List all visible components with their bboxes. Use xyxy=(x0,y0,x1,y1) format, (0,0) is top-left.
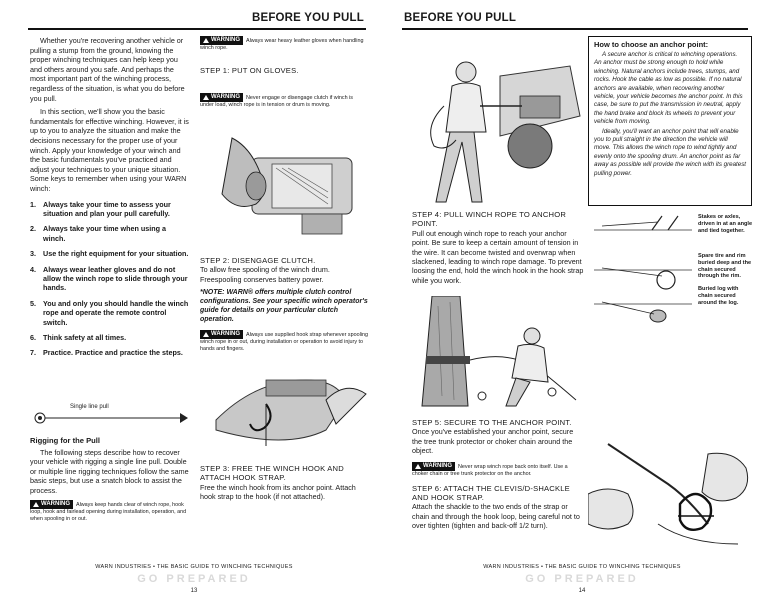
rigging-title: Rigging for the Pull xyxy=(30,436,101,445)
warning-wrap: WARNING Never wrap winch rope back onto itself. Use a choker chain or tree trunk protector on the anchor. xyxy=(412,462,568,477)
warning-badge: WARNING xyxy=(412,462,455,471)
list-item: 2. Always take your time when using a winch. xyxy=(30,224,167,243)
man-pulling-rope-illustration xyxy=(410,36,586,212)
intro-paragraph-1: Whether you're recovering another vehicle or pulling a stump from the ground, knowing the proper winching techniques can help keep you and others around you safe. And perhaps the most important part of the winching process, regardless of the situation, is what you do before you pull. xyxy=(30,36,185,103)
warning-hook-strap: WARNING Always use supplied hook strap whenever spooling winch rope in or out, during installation or operation to avoid injury to hands and fingers. xyxy=(200,331,368,353)
warning-clutch: WARNING Never engage or disengage clutch if winch is under load, winch rope is in tension or drum is moving. xyxy=(200,94,353,109)
step-3-text: Free the winch hook from its anchor point. Attach hook strap to the hook (if not attached). xyxy=(200,482,356,502)
hook-strap-illustration xyxy=(206,360,370,460)
page-header-title: BEFORE YOU PULL xyxy=(404,12,517,24)
step-3-heading: STEP 3: FREE THE WINCH HOOK AND ATTACH HOOK STRAP. xyxy=(200,464,344,483)
anchor-caption-spare-tire: Spare tire and rim buried deep and the chain secured through the rim. xyxy=(698,253,752,280)
step-3-section xyxy=(200,464,370,502)
keys-list xyxy=(30,200,190,358)
intro-paragraph-2: In this section, we'll show you the basic fundamentals for effective winching. However, it is up to you to analyze the situation and make the decisions necessary for the proper use of your winch. Apply your knowledge of your winch and the basic fundamentals you've practiced and adjust your techniques to your unique situation. Some keys to remember when using your WARN winch: xyxy=(30,107,189,193)
single-line-pull-caption: Single line pull xyxy=(70,404,109,410)
step-2-section xyxy=(200,256,370,353)
clutch-illustration xyxy=(212,128,362,248)
footer-guide-title: WARN INDUSTRIES • THE BASIC GUIDE TO WINCHING TECHNIQUES xyxy=(483,564,681,570)
single-line-pull-illustration xyxy=(30,396,190,432)
page-number: 13 xyxy=(190,588,198,594)
warning-triangle-icon xyxy=(203,38,209,43)
anchor-caption-buried-log: Buried log with chain secured around the log. xyxy=(698,286,739,306)
sidebar-paragraph-1: A secure anchor is critical to winching operations. An anchor must be strong enough to hold while winching. Natural anchors include trees, stumps, and rocks. Hook the cable as low as possible. If no natural anchors are available, when recovering another vehicle, your vehicle becomes the anchor point. In this case, be sure to put the transmission in neutral, apply the hand brake and block its wheels to prevent your vehicle from moving. xyxy=(594,51,743,126)
anchor-caption-stakes: Stakes or axles, driven in at an angle and tied together. xyxy=(698,214,753,234)
footer-tagline: GO PREPARED xyxy=(525,573,639,585)
left-column xyxy=(30,36,190,364)
step-5-text: Once you've established your anchor point, secure the tree trunk protector or choker chain around the object. xyxy=(412,427,574,456)
shackle-illustration xyxy=(588,434,756,558)
list-item: 1. Always take your time to assess your situation and plan your pull carefully. xyxy=(30,199,171,218)
step-5-section xyxy=(412,418,584,531)
warning-badge: WARNING xyxy=(200,330,243,339)
footer-tagline: GO PREPARED xyxy=(137,573,251,585)
rigging-text: The following steps describe how to recover your vehicle with rigging a single line pull. Double or multiple line rigging techniques follow the same basic steps, but use a snatch block to assist the process. xyxy=(30,447,189,495)
tree-anchor-illustration xyxy=(412,296,582,414)
step-5-heading: STEP 5: SECURE TO THE ANCHOR POINT. xyxy=(412,418,572,427)
sidebar-paragraph-2: Ideally, you'll want an anchor point that will enable you to pull straight in the direction the vehicle will move. This allows the winch rope to wind tightly and evenly onto the spooling drum. An anchor point as far away as possible will provide the winch with its greatest pulling power. xyxy=(594,127,747,177)
page-number: 14 xyxy=(578,588,586,594)
warning-triangle-icon xyxy=(203,95,209,100)
warning-hands: WARNING Always keep hands clear of winch rope, hook loop, hook and fairlead opening during installation, operation, and when spooling in or out. xyxy=(30,500,187,522)
step-6-text: Attach the shackle to the two ends of the strap or chain and through the hook loop, being careful not to over tighten (tighten and back-off 1/2 turn). xyxy=(412,502,580,531)
step-2-heading: STEP 2: DISENGAGE CLUTCH. xyxy=(200,256,316,265)
footer-guide-title: WARN INDUSTRIES • THE BASIC GUIDE TO WINCHING TECHNIQUES xyxy=(95,564,293,570)
list-item: 7. Practice. Practice and practice the steps. xyxy=(30,348,183,358)
step-1-heading: STEP 1: PUT ON GLOVES. xyxy=(200,66,299,75)
page-header-title: BEFORE YOU PULL xyxy=(251,12,364,24)
anchor-examples-illustration xyxy=(592,212,696,332)
list-item: 6. Think safety at all times. xyxy=(30,332,127,342)
warning-badge: WARNING xyxy=(200,93,243,102)
warning-triangle-icon xyxy=(415,464,421,469)
warning-badge: WARNING xyxy=(200,36,243,45)
anchor-point-sidebar xyxy=(588,36,752,206)
step-4-heading: STEP 4: PULL WINCH ROPE TO ANCHOR POINT. xyxy=(412,210,567,229)
warning-triangle-icon xyxy=(33,502,39,507)
warning-triangle-icon xyxy=(203,332,209,337)
list-item: 5. You and only you should handle the winch rope and operate the remote control switch. xyxy=(30,298,189,327)
header-rule xyxy=(402,28,748,30)
step-4-section xyxy=(412,210,584,285)
step-6-heading: STEP 6: ATTACH THE CLEVIS/D-SHACKLE AND HOOK STRAP. xyxy=(412,483,570,503)
rigging-section xyxy=(30,436,192,523)
step-4-text: Pull out enough winch rope to reach your anchor point. Be sure to keep a certain amount of tension in the wire. It can become twisted and overwrap when slackened, leading to winch rope damage. To prevent loosing the end, hold the winch hook in the hook strap while you work. xyxy=(412,228,584,285)
list-item: 4. Always wear leather gloves and do not allow the winch rope to slide through your hands. xyxy=(30,264,188,293)
warning-gloves: WARNING Always wear heavy leather gloves when handling winch rope. xyxy=(200,37,364,51)
right-column xyxy=(200,36,368,109)
warning-badge: WARNING xyxy=(30,500,73,509)
step-2-note: *NOTE: WARN® offers multiple clutch control configurations. See your specific winch operator's guide for details on your particular clutch operation. xyxy=(200,289,368,324)
sidebar-title: How to choose an anchor point: xyxy=(594,40,709,49)
page-right xyxy=(388,0,776,600)
step-2-text: To allow free spooling of the winch drum. Freespooling conserves battery power. xyxy=(200,265,330,284)
header-rule xyxy=(28,28,366,30)
list-item: 3. Use the right equipment for your situation. xyxy=(30,249,189,259)
